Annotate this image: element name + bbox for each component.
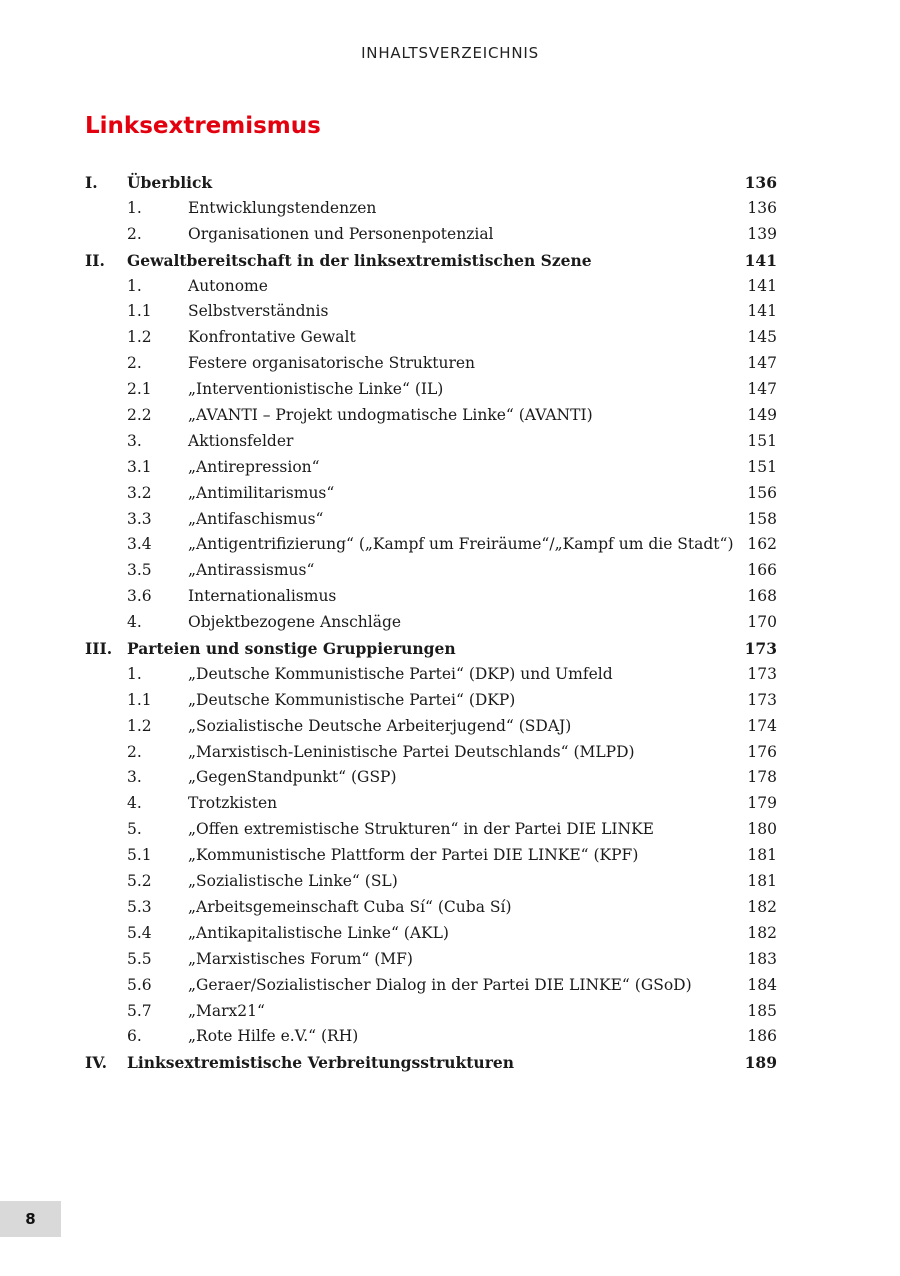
- toc-entry-number: III.: [85, 639, 113, 659]
- toc-entry-title: „Sozialistische Linke“ (SL): [188, 872, 398, 891]
- toc-entry-title: Überblick: [127, 173, 213, 192]
- running-header: INHALTSVERZEICHNIS: [361, 44, 539, 62]
- toc-entry[interactable]: [85, 869, 777, 895]
- toc-entry-number: 6.: [127, 1027, 142, 1046]
- toc-entry-number: 3.6: [127, 587, 152, 606]
- toc-entry-title: „Geraer/Sozialistischer Dialog in der Partei DIE LINKE“ (GSoD): [188, 975, 692, 994]
- toc-entry-page: 162: [747, 535, 777, 554]
- toc-entry-number: 1.2: [127, 716, 152, 735]
- toc-entry-page: 181: [747, 872, 777, 891]
- section-title: Linksextremismus: [85, 113, 321, 139]
- toc-entry-page: 139: [747, 224, 777, 243]
- toc-entry[interactable]: [85, 377, 777, 403]
- toc-entry-page: 147: [747, 354, 777, 373]
- toc-entry-title: „Kommunistische Plattform der Partei DIE LINKE“ (KPF): [188, 846, 639, 865]
- toc-entry-page: 173: [747, 690, 777, 709]
- toc-entry-page: 176: [747, 742, 777, 761]
- toc-entry-title: Aktionsfelder: [188, 431, 294, 450]
- toc-entry[interactable]: [85, 325, 777, 351]
- toc-entry-title: „GegenStandpunkt“ (GSP): [188, 768, 397, 787]
- toc-entry-number: 4.: [127, 613, 142, 632]
- toc-entry-title: „Deutsche Kommunistische Partei“ (DKP): [188, 690, 516, 709]
- toc-entry-number: 1.: [127, 198, 142, 217]
- toc-entry-number: 2.: [127, 224, 142, 243]
- toc-entry-page: 145: [747, 328, 777, 347]
- toc-entry[interactable]: [85, 973, 777, 999]
- toc-entry-title: „Marxistisches Forum“ (MF): [188, 949, 413, 968]
- toc-entry-number: 1.: [127, 664, 142, 683]
- toc-entry-number: 5.5: [127, 949, 152, 968]
- toc-chapter-entry[interactable]: [85, 248, 777, 274]
- toc-entry-page: 170: [747, 613, 777, 632]
- toc-entry-page: 173: [747, 664, 777, 683]
- toc-entry-title: „Antimilitarismus“: [188, 483, 335, 502]
- toc-entry[interactable]: [85, 558, 777, 584]
- toc-entry-number: 3.1: [127, 457, 152, 476]
- toc-entry-page: 136: [747, 198, 777, 217]
- toc-entry-page: 141: [747, 302, 777, 321]
- toc-entry-page: 186: [747, 1027, 777, 1046]
- toc-entry-title: Selbstverständnis: [188, 302, 329, 321]
- toc-entry-number: 1.1: [127, 302, 152, 321]
- toc-entry-number: 2.2: [127, 406, 152, 425]
- toc-entry[interactable]: [85, 481, 777, 507]
- page-number: 8: [0, 1201, 61, 1237]
- toc-entry-page: 184: [747, 975, 777, 994]
- toc-entry-page: 183: [747, 949, 777, 968]
- toc-entry-number: 5.3: [127, 897, 152, 916]
- toc-entry-title: Autonome: [188, 276, 268, 295]
- toc-entry-number: II.: [85, 250, 105, 270]
- toc-entry[interactable]: [85, 688, 777, 714]
- toc-entry[interactable]: [85, 274, 777, 300]
- toc-entry-number: 3.4: [127, 535, 152, 554]
- toc-chapter-entry[interactable]: [85, 1050, 777, 1076]
- toc-entry-page: 168: [747, 587, 777, 606]
- toc-entry-number: 2.: [127, 742, 142, 761]
- toc-entry-title: „Interventionistische Linke“ (IL): [188, 380, 444, 399]
- toc-entry-page: 180: [747, 820, 777, 839]
- toc-entry[interactable]: [85, 843, 777, 869]
- toc-entry-page: 151: [747, 431, 777, 450]
- toc-entry[interactable]: [85, 455, 777, 481]
- toc-entry-title: Trotzkisten: [188, 794, 278, 813]
- toc-entry-title: „Antigentrifizierung“ („Kampf um Freiräume“/„Kampf um die Stadt“): [188, 535, 734, 554]
- toc-entry[interactable]: [85, 222, 777, 248]
- toc-entry-page: 182: [747, 923, 777, 942]
- toc-entry-page: 185: [747, 1001, 777, 1020]
- toc-entry[interactable]: [85, 921, 777, 947]
- toc-entry-page: 141: [747, 276, 777, 295]
- toc-entry-title: „Antifaschismus“: [188, 509, 324, 528]
- toc-entry-number: 2.1: [127, 380, 152, 399]
- toc-entry-page: 179: [747, 794, 777, 813]
- toc-entry-page: 141: [744, 250, 777, 270]
- toc-entry-title: „Offen extremistische Strukturen“ in der Partei DIE LINKE: [188, 820, 654, 839]
- toc-entry-number: 2.: [127, 354, 142, 373]
- toc-entry-number: 5.7: [127, 1001, 152, 1020]
- toc-entry-title: „Marxistisch-Leninistische Partei Deutschlands“ (MLPD): [188, 742, 635, 761]
- toc-entry[interactable]: [85, 947, 777, 973]
- toc-entry-number: 1.1: [127, 690, 152, 709]
- toc-entry-page: 166: [747, 561, 777, 580]
- toc-entry-page: 156: [747, 483, 777, 502]
- toc-entry-title: Gewaltbereitschaft in der linksextremistischen Szene: [127, 250, 592, 270]
- toc-entry-number: 3.5: [127, 561, 152, 580]
- toc-entry[interactable]: [85, 584, 777, 610]
- toc-entry-page: 151: [747, 457, 777, 476]
- toc-entry-number: 1.2: [127, 328, 152, 347]
- toc-entry-page: 181: [747, 846, 777, 865]
- toc-entry-page: 149: [747, 406, 777, 425]
- toc-entry[interactable]: [85, 791, 777, 817]
- toc-entry-title: „Antirepression“: [188, 457, 320, 476]
- toc-entry-title: „Sozialistische Deutsche Arbeiterjugend“ (SDAJ): [188, 716, 572, 735]
- toc-entry-title: Linksextremistische Verbreitungsstrukturen: [127, 1053, 515, 1073]
- toc-entry[interactable]: [85, 507, 777, 533]
- toc-entry-title: „Rote Hilfe e.V.“ (RH): [188, 1027, 359, 1046]
- toc-entry-title: „Antikapitalistische Linke“ (AKL): [188, 923, 449, 942]
- toc-entry[interactable]: [85, 714, 777, 740]
- toc-entry-page: 136: [744, 173, 777, 192]
- toc-entry-title: Organisationen und Personenpotenzial: [188, 224, 494, 243]
- toc-entry[interactable]: [85, 403, 777, 429]
- toc-entry-title: Entwicklungstendenzen: [188, 198, 377, 217]
- toc-entry-page: 174: [747, 716, 777, 735]
- toc-entry-title: „AVANTI – Projekt undogmatische Linke“ (AVANTI): [188, 406, 593, 425]
- toc-entry[interactable]: [85, 196, 777, 222]
- toc-entry[interactable]: [85, 765, 777, 791]
- toc-entry-title: Festere organisatorische Strukturen: [188, 354, 476, 373]
- toc-entry-page: 178: [747, 768, 777, 787]
- toc-entry[interactable]: [85, 999, 777, 1025]
- toc-entry[interactable]: [85, 740, 777, 766]
- toc-entry-number: 3.2: [127, 483, 152, 502]
- toc-entry-number: 3.3: [127, 509, 152, 528]
- toc-entry-title: Internationalismus: [188, 587, 337, 606]
- toc-entry-title: Objektbezogene Anschläge: [188, 613, 402, 632]
- toc-entry-number: 1.: [127, 276, 142, 295]
- toc-entry[interactable]: [85, 429, 777, 455]
- toc-entry-page: 182: [747, 897, 777, 916]
- toc-chapter-entry[interactable]: [85, 170, 777, 196]
- toc-entry[interactable]: [85, 610, 777, 636]
- toc-entry[interactable]: [85, 532, 777, 558]
- toc-entry-number: 5.4: [127, 923, 152, 942]
- toc-entry[interactable]: [85, 299, 777, 325]
- toc-entry-title: „Arbeitsgemeinschaft Cuba Sí“ (Cuba Sí): [188, 897, 512, 916]
- toc-entry[interactable]: [85, 662, 777, 688]
- toc-entry-number: 5.1: [127, 846, 152, 865]
- toc-entry-number: 5.6: [127, 975, 152, 994]
- toc-entry-title: „Marx21“: [188, 1001, 265, 1020]
- toc-entry-title: „Antirassismus“: [188, 561, 315, 580]
- toc-entry-page: 189: [744, 1053, 777, 1073]
- toc-entry-title: Parteien und sonstige Gruppierungen: [127, 639, 456, 659]
- toc-entry-title: „Deutsche Kommunistische Partei“ (DKP) und Umfeld: [188, 664, 613, 683]
- toc-entry[interactable]: [85, 1024, 777, 1050]
- toc-entry-number: I.: [85, 173, 98, 192]
- toc-entry-page: 173: [744, 639, 777, 659]
- table-of-contents: [85, 170, 777, 1076]
- toc-entry[interactable]: [85, 817, 777, 843]
- toc-entry-number: IV.: [85, 1053, 107, 1073]
- toc-entry[interactable]: [85, 351, 777, 377]
- toc-entry-title: Konfrontative Gewalt: [188, 328, 356, 347]
- toc-entry-page: 147: [747, 380, 777, 399]
- toc-chapter-entry[interactable]: [85, 636, 777, 662]
- toc-entry-number: 3.: [127, 431, 142, 450]
- toc-entry[interactable]: [85, 895, 777, 921]
- toc-entry-number: 3.: [127, 768, 142, 787]
- toc-entry-page: 158: [747, 509, 777, 528]
- toc-entry-number: 5.: [127, 820, 142, 839]
- toc-entry-number: 4.: [127, 794, 142, 813]
- toc-entry-number: 5.2: [127, 872, 152, 891]
